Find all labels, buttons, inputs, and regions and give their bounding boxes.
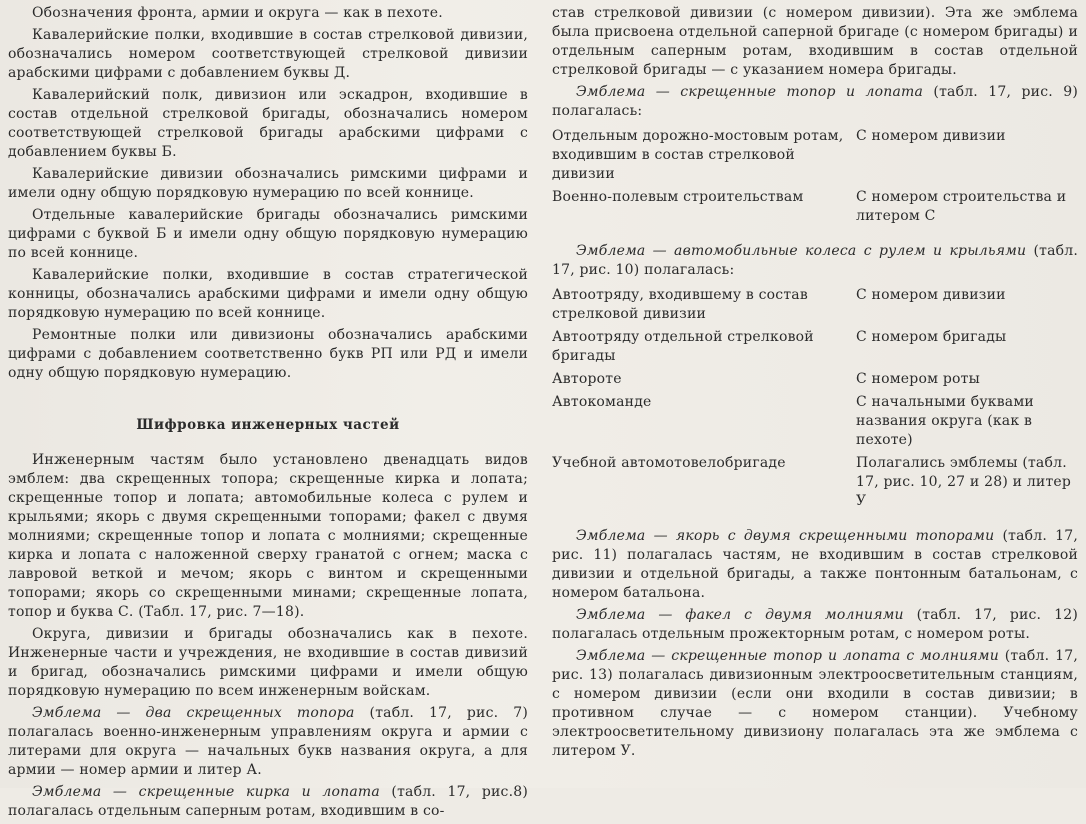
paragraph: Кавалерийские полки, входившие в состав стратегической конницы, обозначались арабскими цифрами и имели одну общую порядковую нумерацию по всей коннице. bbox=[8, 267, 528, 321]
paragraph: Инженерным частям было установлено двенадцать видов эмблем: два скрещенных топора; скрещенные кирка и лопата; скрещенные топор и лопата; автомобильные колеса с рулем и крыльями; якорь с двумя скрещенными топорами; факел с двумя молниями; скрещенные топор и лопата с молниями; скрещенные кирка и лопата с наложенной сверху гранатой с огнем; маска с лавровой веткой и мечом; якорь с винтом и скрещенными топорами; якорь со скрещенными минами; скрещенные лопата, топор и буква С. (Табл. 17, рис. 7—18). bbox=[8, 452, 528, 620]
emblem-text: (табл. 17, рис. 12) полагалась отдельным прожекторным ротам, с номером роты. bbox=[552, 607, 1078, 642]
table-cell-unit: Автороте bbox=[552, 371, 622, 387]
table-row bbox=[552, 188, 1078, 226]
table-row bbox=[552, 127, 1078, 184]
section-heading: Шифровка инженерных частей bbox=[136, 417, 400, 433]
table-row bbox=[552, 370, 1078, 389]
table-cell-unit: Учебной автомотовелобригаде bbox=[552, 455, 786, 471]
paragraph-emblem bbox=[8, 704, 528, 780]
emblem-title: Эмблема — скрещенные топор и лопата с молниями bbox=[576, 648, 999, 664]
paragraph-emblem bbox=[552, 83, 1078, 121]
emblem-title: Эмблема — два скрещенных топора bbox=[32, 705, 355, 721]
paragraph: Ремонтные полки или дивизионы обозначались арабскими цифрами с добавлением соответственно букв РП или РД и имели одну общую порядковую нумерацию. bbox=[8, 327, 528, 381]
table-cell-marking: С номером дивизии bbox=[856, 287, 1006, 303]
emblem-text: (табл. 17, рис. 13) полагалась дивизионным электроосветительным станциям, с номером дивизии (если они входили в состав дивизии; в противном случае — с номером станции). Учебному электроосветительному дивизиону полагалась эта же эмблема с литером У. bbox=[552, 648, 1078, 759]
assignment-table-1 bbox=[552, 127, 1078, 226]
emblem-text: (табл. 17, рис. 7) полагалась военно-инженерным управлениям округа и армии с литерами для округа — начальных букв названия округа, а для армии — номер армии и литер А. bbox=[8, 705, 528, 778]
table-row bbox=[552, 393, 1078, 450]
table-cell-unit: Автоотряду, входившему в состав стрелковой дивизии bbox=[552, 287, 808, 322]
emblem-text: (табл. 17, рис.8) полагалась отдельным саперным ротам, входившим в со- bbox=[8, 784, 528, 819]
table-row bbox=[552, 454, 1078, 511]
table-cell-marking: С номером строительства и литером С bbox=[856, 189, 1067, 224]
table-cell-marking: С номером бригады bbox=[856, 329, 1007, 345]
paragraph: Кавалерийские полки, входившие в состав стрелковой дивизии, обозначались номером соответствующей стрелковой дивизии арабскими цифрами с добавлением буквы Д. bbox=[8, 27, 528, 81]
paragraph: став стрелковой дивизии (с номером дивизии). Эта же эмблема была присвоена отдельной саперной бригаде (с номером бригады) и отдельным саперным ротам, входившим в состав отдельной стрелковой бригады — с указанием номера бригады. bbox=[552, 5, 1078, 78]
paragraph-emblem bbox=[552, 647, 1078, 761]
emblem-title: Эмблема — автомобильные колеса с рулем и крыльями bbox=[576, 243, 1027, 259]
table-cell-marking: С номером роты bbox=[856, 371, 980, 387]
table-cell-unit: Военно-полевым строительствам bbox=[552, 189, 804, 205]
paragraph: Отдельные кавалерийские бригады обозначались римскими цифрами с буквой Б и имели одну общую порядковую нумерацию по всей коннице. bbox=[8, 207, 528, 261]
assignment-table-2 bbox=[552, 286, 1078, 511]
emblem-title: Эмблема — скрещенные топор и лопата bbox=[576, 84, 924, 100]
paragraph: Кавалерийский полк, дивизион или эскадрон, входившие в состав отдельной стрелковой бригады, обозначались номером соответствующей стрелковой бригады арабскими цифрами с добавлением буквы Б. bbox=[8, 87, 528, 160]
paragraph-emblem bbox=[552, 527, 1078, 603]
emblem-title: Эмблема — факел с двумя молниями bbox=[576, 607, 904, 623]
emblem-title: Эмблема — якорь с двумя скрещенными топорами bbox=[576, 528, 995, 544]
emblem-title: Эмблема — скрещенные кирка и лопата bbox=[32, 784, 380, 800]
table-cell-marking: Полагались эмблемы (табл. 17, рис. 10, 27 и 28) и литер У bbox=[856, 455, 1072, 509]
table-cell-unit: Автоотряду отдельной стрелковой бригады bbox=[552, 329, 814, 364]
table-cell-unit: Отдельным дорожно-мостовым ротам, входившим в состав стрелковой дивизии bbox=[552, 128, 844, 182]
paragraph-emblem bbox=[552, 242, 1078, 280]
paragraph: Кавалерийские дивизии обозначались римскими цифрами и имели одну общую порядковую нумерацию по всей коннице. bbox=[8, 166, 528, 201]
emblem-text: (табл. 17, рис. 11) полагалась частям, не входившим в состав стрелковой дивизии и отдельной бригады, а также понтонным батальонам, с номером батальона. bbox=[552, 528, 1078, 601]
paragraph-emblem bbox=[8, 783, 528, 821]
emblem-text: (табл. 17, рис. 10) полагалась: bbox=[552, 243, 1078, 278]
table-cell-marking: С начальными буквами названия округа (как в пехоте) bbox=[856, 394, 1034, 448]
table-cell-unit: Автокоманде bbox=[552, 394, 652, 410]
left-column bbox=[8, 4, 528, 824]
paragraph: Округа, дивизии и бригады обозначались как в пехоте. Инженерные части и учреждения, не входившие в состав дивизий и бригад, обозначались римскими цифрами и имели общую порядковую нумерацию по всем инженерным войскам. bbox=[8, 626, 528, 699]
right-column bbox=[552, 4, 1078, 764]
paragraph: Обозначения фронта, армии и округа — как в пехоте. bbox=[32, 5, 443, 21]
table-cell-marking: С номером дивизии bbox=[856, 128, 1006, 144]
table-row bbox=[552, 286, 1078, 324]
paragraph-emblem bbox=[552, 606, 1078, 644]
emblem-text: (табл. 17, рис. 9) полагалась: bbox=[552, 84, 1078, 119]
table-row bbox=[552, 328, 1078, 366]
